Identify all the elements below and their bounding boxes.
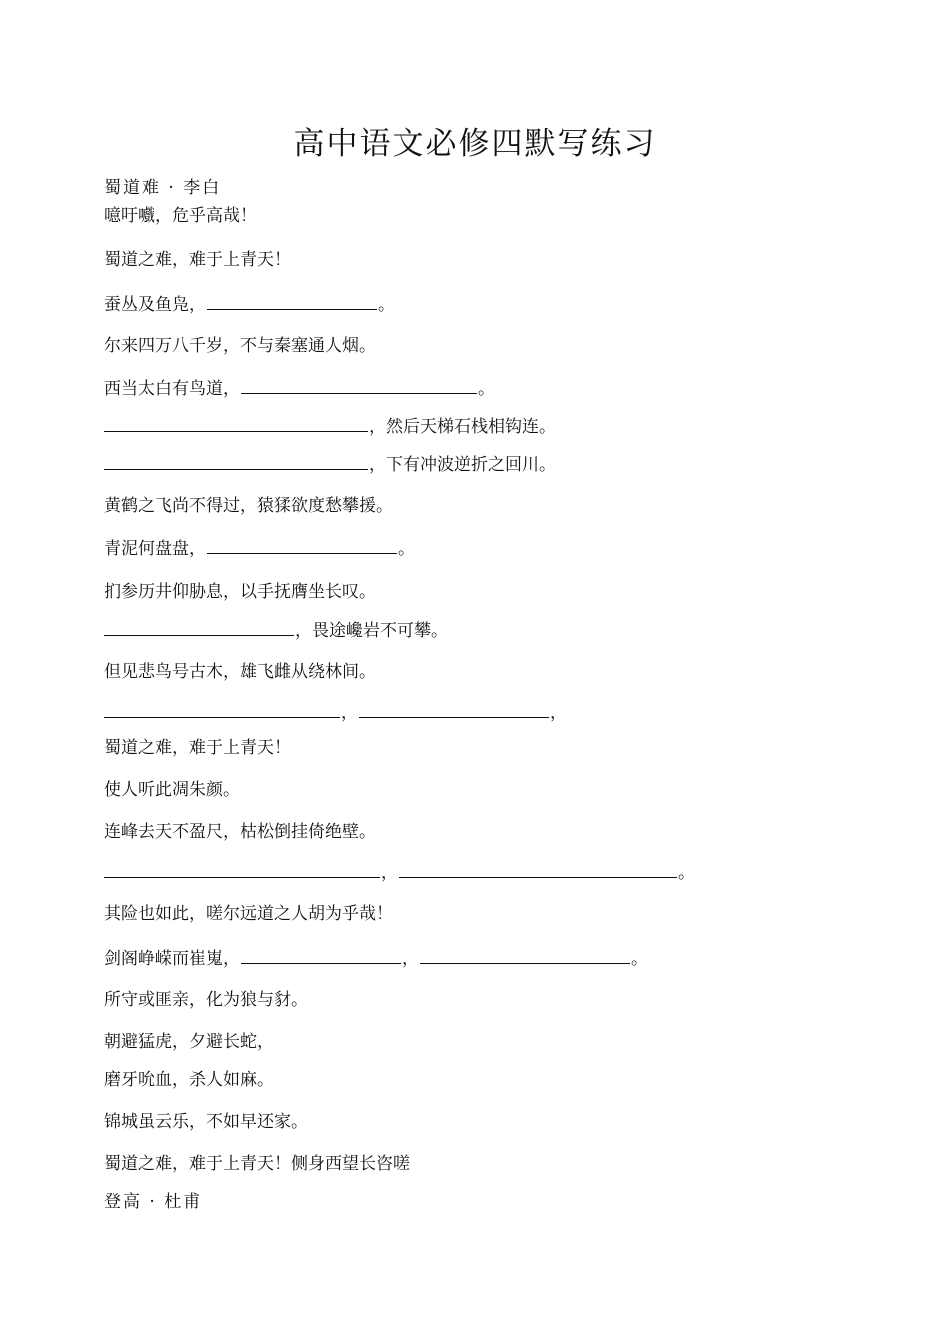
fill-blank[interactable] — [207, 536, 397, 554]
line-text: ，畏途巉岩不可攀。 — [295, 621, 448, 641]
poem-line-with-blank — [104, 618, 448, 643]
poem-line-with-blank — [104, 946, 648, 971]
fill-blank[interactable] — [207, 292, 377, 310]
line-text: 剑阁峥嵘而崔嵬， — [104, 949, 240, 969]
line-text: ， — [341, 703, 358, 723]
poem-line-with-blank — [104, 452, 556, 477]
fill-blank[interactable] — [104, 414, 368, 432]
poem-line: 使人听此凋朱颜。 — [104, 780, 240, 800]
line-text: 西当太白有鸟道， — [104, 379, 240, 399]
poem-line-with-blank — [104, 414, 556, 439]
line-punct: 。 — [678, 863, 695, 883]
fill-blank[interactable] — [104, 452, 368, 470]
poem-line-with-blank — [104, 376, 495, 401]
poem-line: 其险也如此，嗟尔远道之人胡为乎哉！ — [104, 904, 393, 924]
line-punct: ， — [402, 949, 419, 969]
poem-line: 尔来四万八千岁，不与秦塞通人烟。 — [104, 336, 376, 356]
poem-line: 但见悲鸟号古木，雄飞雌从绕林间。 — [104, 662, 376, 682]
poem-line: 扪参历井仰胁息，以手抚膺坐长叹。 — [104, 582, 376, 602]
line-punct: ， — [550, 703, 567, 723]
line-text: ，下有冲波逆折之回川。 — [369, 455, 556, 475]
line-punct: 。 — [631, 949, 648, 969]
line-punct: 。 — [478, 379, 495, 399]
section-heading-denggao: 登高 · 杜甫 — [104, 1192, 203, 1212]
poem-line: 黄鹤之飞尚不得过，猿猱欲度愁攀援。 — [104, 496, 393, 516]
fill-blank[interactable] — [104, 860, 380, 878]
poem-line: 蜀道之难，难于上青天！ — [104, 738, 291, 758]
poem-line: 蜀道之难，难于上青天！ — [104, 250, 291, 270]
poem-line: 锦城虽云乐，不如早还家。 — [104, 1112, 308, 1132]
fill-blank[interactable] — [104, 700, 340, 718]
line-text: ， — [381, 863, 398, 883]
poem-line-with-blank — [104, 860, 695, 885]
poem-line-with-blank — [104, 292, 395, 317]
fill-blank[interactable] — [399, 860, 677, 878]
poem-line: 连峰去天不盈尺，枯松倒挂倚绝壁。 — [104, 822, 376, 842]
line-text: 蚕丛及鱼凫， — [104, 295, 206, 315]
poem-line: 朝避猛虎，夕避长蛇， — [104, 1032, 274, 1052]
section-heading-shudaonan: 蜀道难 · 李白 — [104, 178, 222, 198]
poem-line: 噫吁嚱，危乎高哉！ — [104, 206, 257, 226]
line-text: 青泥何盘盘， — [104, 539, 206, 559]
poem-line: 磨牙吮血，杀人如麻。 — [104, 1070, 274, 1090]
line-punct: 。 — [378, 295, 395, 315]
poem-line: 蜀道之难，难于上青天！侧身西望长咨嗟 — [104, 1154, 410, 1174]
fill-blank[interactable] — [104, 618, 294, 636]
fill-blank[interactable] — [241, 376, 477, 394]
poem-line-with-blank — [104, 700, 567, 725]
line-text: ，然后天梯石栈相钩连。 — [369, 417, 556, 437]
fill-blank[interactable] — [241, 946, 401, 964]
page-title: 高中语文必修四默写练习 — [293, 126, 657, 162]
line-punct: 。 — [398, 539, 415, 559]
poem-line-with-blank — [104, 536, 415, 561]
poem-line: 所守或匪亲，化为狼与豺。 — [104, 990, 308, 1010]
fill-blank[interactable] — [359, 700, 549, 718]
fill-blank[interactable] — [420, 946, 630, 964]
